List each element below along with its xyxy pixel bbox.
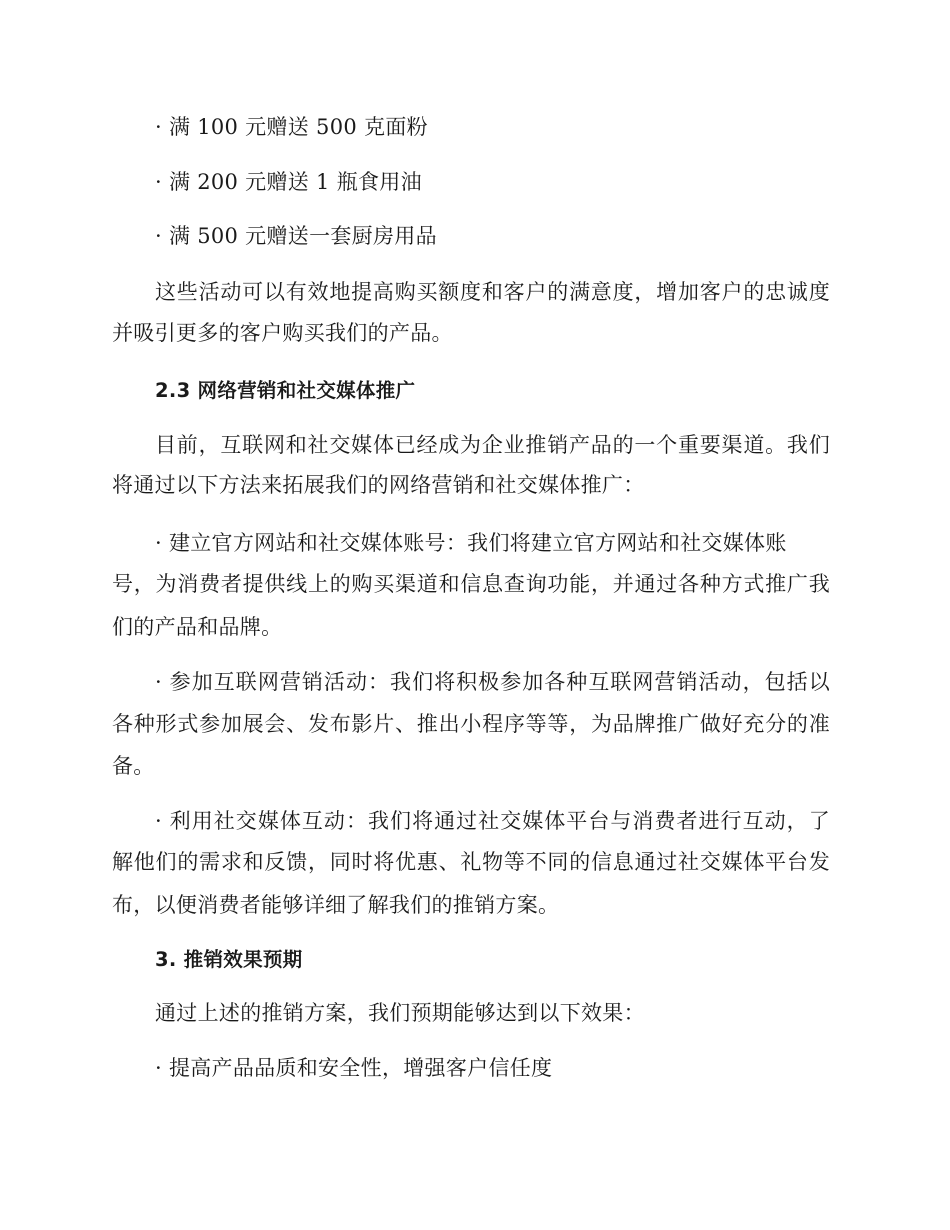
section-2-3-item3-line-1: · 利用社交媒体互动：我们将通过社交媒体平台与消费者进行互动，了 (155, 809, 830, 833)
section-2-3-item2-line-2: 各种形式参加展会、发布影片、推出小程序等等，为品牌推广做好充分的准 (112, 712, 830, 736)
summary-line-2: 并吸引更多的客户购买我们的产品。 (112, 321, 453, 345)
section-2-3-item2-line-1: · 参加互联网营销活动：我们将积极参加各种互联网营销活动，包括以 (155, 670, 830, 694)
section-2-3-intro-line-2: 将通过以下方法来拓展我们的网络营销和社交媒体推广： (112, 473, 645, 497)
gift-item-200: · 满 200 元赠送 1 瓶食用油 (155, 170, 422, 194)
section-3-item1: · 提高产品品质和安全性，增强客户信任度 (155, 1056, 553, 1080)
section-2-3-heading: 2.3 网络营销和社交媒体推广 (155, 379, 416, 402)
section-3-intro: 通过上述的推销方案，我们预期能够达到以下效果： (155, 1001, 645, 1025)
section-2-3-intro-line-1: 目前，互联网和社交媒体已经成为企业推销产品的一个重要渠道。我们 (155, 433, 830, 457)
section-2-3-item1-line-1: · 建立官方网站和社交媒体账号：我们将建立官方网站和社交媒体账 (155, 531, 787, 555)
section-3-heading: 3. 推销效果预期 (155, 948, 303, 971)
section-2-3-item1-line-2: 号，为消费者提供线上的购买渠道和信息查询功能，并通过各种方式推广我 (112, 572, 830, 596)
section-2-3-item3-line-2: 解他们的需求和反馈，同时将优惠、礼物等不同的信息通过社交媒体平台发 (112, 850, 830, 874)
gift-item-500: · 满 500 元赠送一套厨房用品 (155, 224, 437, 248)
section-2-3-item3-line-3: 布，以便消费者能够详细了解我们的推销方案。 (112, 893, 560, 917)
section-2-3-item2-line-3: 备。 (112, 754, 155, 778)
section-2-3-item1-line-3: 们的产品和品牌。 (112, 615, 283, 639)
gift-item-100: · 满 100 元赠送 500 克面粉 (155, 115, 428, 139)
summary-line-1: 这些活动可以有效地提高购买额度和客户的满意度，增加客户的忠诚度 (155, 280, 830, 304)
